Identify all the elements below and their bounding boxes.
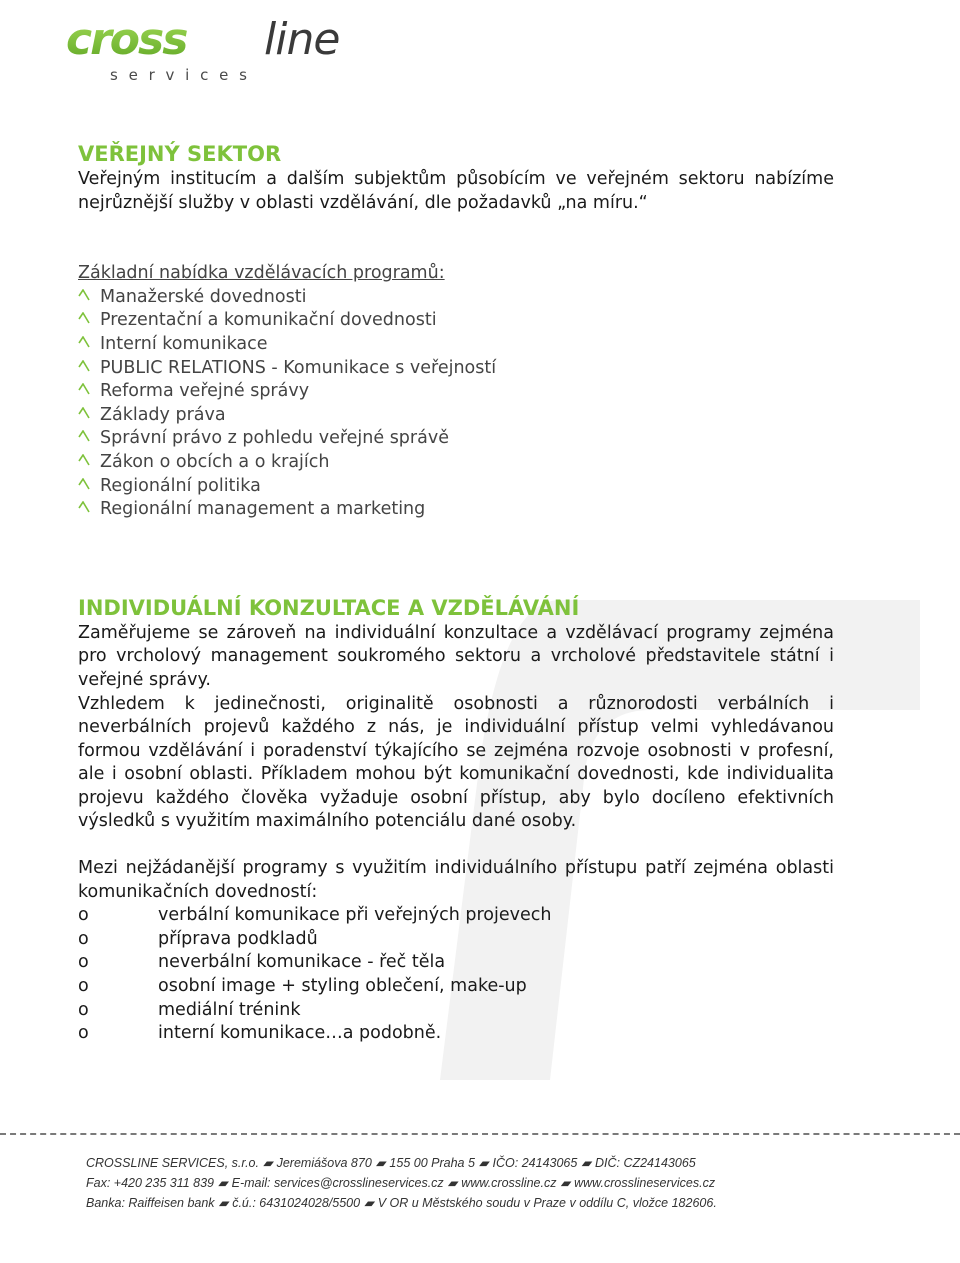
program-item	[78, 333, 834, 357]
program-item	[78, 380, 834, 404]
footer-separator-icon: ▰	[478, 1156, 489, 1170]
circle-bullet-icon: o	[78, 999, 89, 1020]
program-item-label: Regionální politika	[100, 475, 261, 496]
individual-item	[78, 975, 834, 999]
individual-item	[78, 951, 834, 975]
program-item	[78, 309, 834, 333]
individual-item-label: interní komunikace…a podobně.	[158, 1023, 442, 1044]
footer-separator-icon: ▰	[375, 1156, 386, 1170]
footer-text: E-mail: services@crosslineservices.cz	[231, 1176, 444, 1190]
footer-text: Fax: +420 235 311 839	[86, 1176, 214, 1190]
programs-list-title: Základní nabídka vzdělávacích programů:	[78, 263, 445, 284]
program-item	[78, 286, 834, 310]
check-mark-icon	[78, 498, 100, 522]
circle-bullet-icon: o	[78, 928, 89, 949]
footer-text: 155 00 Praha 5	[389, 1156, 475, 1170]
program-item-label: Základy práva	[100, 404, 226, 425]
program-item	[78, 427, 834, 451]
logo-subtitle: s e r v i c e s	[110, 66, 250, 84]
individual-para-1: Zaměřujeme se zároveň na individuální konzultace a vzdělávací programy zejména pro vrcholový management soukromého sektoru a vrcholové představitele státní i veřejné správy.	[78, 622, 834, 690]
circle-bullet-icon: o	[78, 952, 89, 973]
footer-text: www.crosslineservices.cz	[574, 1176, 716, 1190]
individual-item	[78, 904, 834, 928]
program-item-label: Prezentační a komunikační dovednosti	[100, 310, 437, 331]
footer-text: www.crossline.cz	[461, 1176, 557, 1190]
logo-wordmark-cross: cross	[66, 14, 187, 65]
footer-line-2	[86, 1173, 717, 1193]
footer-separator-icon: ▰	[364, 1196, 374, 1210]
footer-line-1	[86, 1153, 717, 1173]
circle-bullet-icon: o	[78, 1023, 89, 1044]
check-mark-icon	[78, 427, 100, 451]
footer-text: Banka: Raiffeisen bank	[86, 1196, 215, 1210]
logo-wordmark-line: line	[264, 14, 340, 65]
individual-item	[78, 999, 834, 1023]
footer-line-3	[86, 1193, 717, 1213]
circle-bullet-icon: o	[78, 905, 89, 926]
individual-item	[78, 1022, 834, 1046]
footer-divider	[0, 1133, 960, 1135]
program-item-label: Manažerské dovednosti	[100, 286, 307, 307]
check-mark-icon	[78, 475, 100, 499]
individual-item-label: verbální komunikace při veřejných projevech	[158, 905, 552, 926]
footer-separator-icon: ▰	[218, 1196, 229, 1210]
individual-list	[78, 904, 834, 1046]
individual-item-label: mediální trénink	[158, 999, 301, 1020]
footer-separator-icon: ▰	[262, 1156, 273, 1170]
footer-text: DIČ: CZ24143065	[594, 1156, 696, 1170]
footer-text: CROSSLINE SERVICES, s.r.o.	[86, 1156, 259, 1170]
footer-text: Jeremiášova 870	[276, 1156, 372, 1170]
individual-item-label: příprava podkladů	[158, 928, 318, 949]
program-item	[78, 498, 834, 522]
main-content	[78, 140, 834, 1046]
footer-separator-icon: ▰	[447, 1176, 458, 1190]
footer-text: č.ú.: 6431024028/5500	[232, 1196, 361, 1210]
program-item	[78, 475, 834, 499]
check-mark-icon	[78, 333, 100, 357]
check-mark-icon	[78, 451, 100, 475]
check-mark-icon	[78, 404, 100, 428]
programs-list	[78, 286, 834, 522]
public-sector-intro: Veřejným institucím a dalším subjektům působícím ve veřejném sektoru nabízíme nejrůznější služby v oblasti vzdělávání, dle požadavků „na míru.“	[78, 169, 834, 213]
individual-para-2: Vzhledem k jedinečnosti, originalitě osobnosti a různorodosti verbálních i neverbálních projevů každého z nás, je individuální přístup velmi vyhledávanou formou vzdělávání i poradenství týkajícího se zejména rozvoje osobnosti v profesní, ale i osobní oblasti. Příkladem mohou být komunikační dovednosti, kde individualita projevu každého člověka vyžaduje osobní přístup, aby bylo docíleno efektivních výsledků s využitím maximálního potenciálu dané osoby.	[78, 693, 834, 832]
footer	[86, 1153, 717, 1213]
circle-bullet-icon: o	[78, 976, 89, 997]
program-item-label: Zákon o obcích a o krajích	[100, 451, 330, 472]
program-item	[78, 357, 834, 381]
individual-item-label: osobní image + styling oblečení, make-up	[158, 976, 527, 997]
program-item-label: Správní právo z pohledu veřejné správě	[100, 428, 449, 449]
footer-text: IČO: 24143065	[492, 1156, 578, 1170]
footer-separator-icon: ▰	[218, 1176, 228, 1190]
public-sector-heading: VEŘEJNÝ SEKTOR	[78, 142, 282, 166]
program-item-label: Interní komunikace	[100, 333, 268, 354]
check-mark-icon	[78, 309, 100, 333]
program-item-label: Reforma veřejné správy	[100, 381, 310, 402]
check-mark-icon	[78, 357, 100, 381]
individual-heading: INDIVIDUÁLNÍ KONZULTACE A VZDĚLÁVÁNÍ	[78, 595, 580, 620]
individual-para-3: Mezi nejžádanější programy s využitím individuálního přístupu patří zejména oblasti komunikačních dovedností:	[78, 858, 834, 902]
individual-item-label: neverbální komunikace - řeč těla	[158, 952, 446, 973]
program-item	[78, 451, 834, 475]
program-item-label: PUBLIC RELATIONS - Komunikace s veřejností	[100, 357, 497, 378]
footer-text: V OR u Městského soudu v Praze v oddílu C, vložce 182606.	[377, 1196, 717, 1210]
check-mark-icon	[78, 380, 100, 404]
check-mark-icon	[78, 286, 100, 310]
individual-item	[78, 928, 834, 952]
program-item	[78, 404, 834, 428]
company-logo	[64, 12, 444, 86]
program-item-label: Regionální management a marketing	[100, 499, 426, 520]
footer-separator-icon: ▰	[581, 1156, 591, 1170]
footer-separator-icon: ▰	[560, 1176, 571, 1190]
